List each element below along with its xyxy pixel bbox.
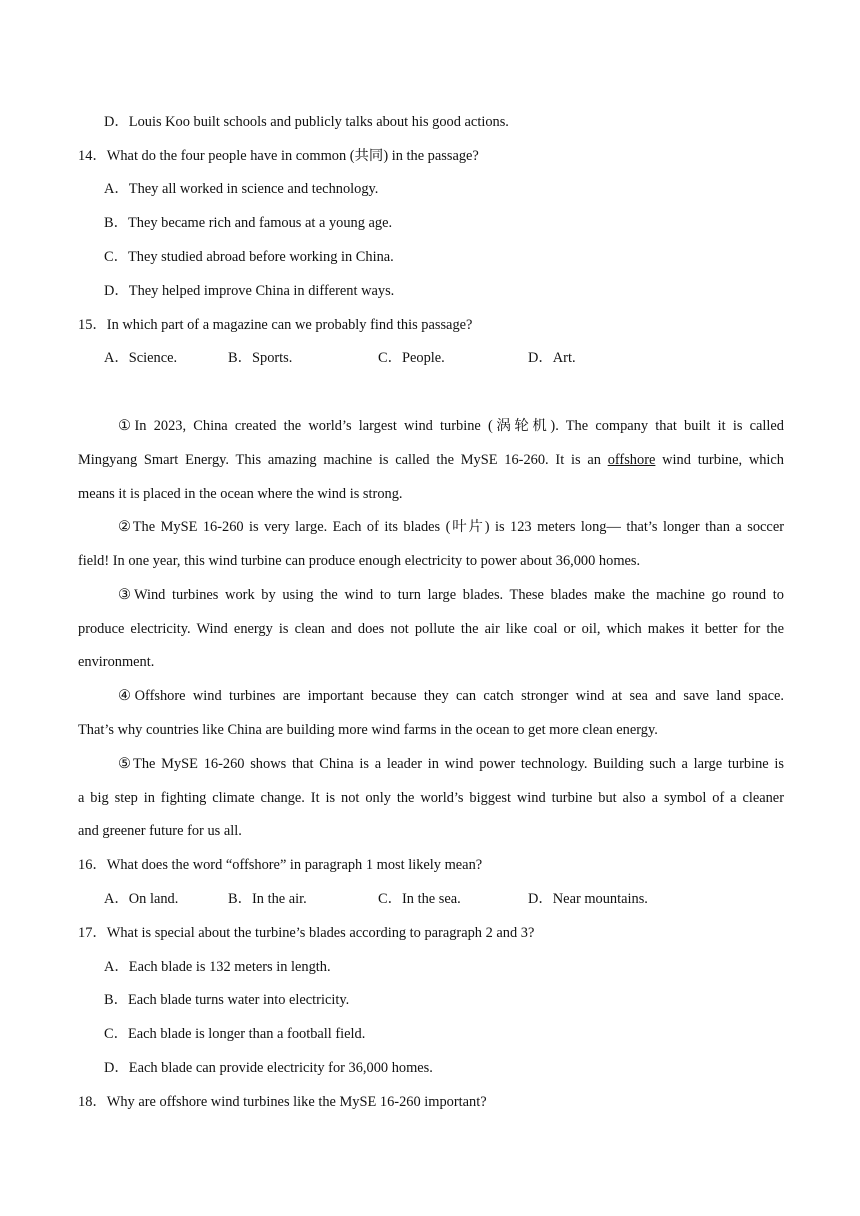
q15-option-c: C．People. — [378, 350, 445, 366]
passage-p1-line3: means it is placed in the ocean where the wind is strong. — [78, 486, 403, 502]
q17-option-a: A．Each blade is 132 meters in length. — [104, 959, 331, 975]
q16-options — [104, 889, 724, 909]
q14-option-d: D．They helped improve China in different ways. — [104, 283, 395, 299]
offshore-underlined-word: offshore — [607, 452, 656, 468]
q15-option-a: A．Science. — [104, 350, 178, 366]
passage-p5-line2: a big step in fighting climate change. It is not only the world’s biggest wind turbine but also a symbol of a cleaner — [78, 790, 784, 806]
q15-options — [104, 348, 724, 368]
passage-p1-line1: ①In 2023, China created the world’s largest wind turbine (涡轮机). The company that built it is called — [118, 418, 784, 434]
q14-stem: 14．What do the four people have in common (共同) in the passage? — [78, 148, 479, 164]
passage-p2-line1: ②The MySE 16-260 is very large. Each of its blades (叶片) is 123 meters long— that’s longer than a soccer — [118, 519, 784, 535]
passage-p1-line2 — [78, 450, 784, 470]
q18-stem: 18．Why are offshore wind turbines like the MySE 16-260 important? — [78, 1094, 487, 1110]
q15-option-b: B．Sports. — [228, 350, 293, 366]
passage-p3-line2: produce electricity. Wind energy is clean and does not pollute the air like coal or oil, which makes it better for the — [78, 621, 784, 637]
q13-option-d: D．Louis Koo built schools and publicly talks about his good actions. — [104, 114, 509, 130]
passage-p4-line1: ④Offshore wind turbines are important because they can catch stronger wind at sea and save land space. — [118, 688, 784, 704]
passage-p5-line3: and greener future for us all. — [78, 823, 242, 839]
passage-p3-line3: environment. — [78, 654, 155, 670]
passage-p1-line2-before: Mingyang Smart Energy. This amazing machine is called the MySE 16-260. It is an — [78, 452, 608, 468]
passage-p5-line1: ⑤The MySE 16-260 shows that China is a leader in wind power technology. Building such a large turbine is — [118, 756, 784, 772]
q14-option-b: B．They became rich and famous at a young age. — [104, 215, 393, 231]
q15-option-d: D．Art. — [528, 350, 576, 366]
passage-p3-line1: ③Wind turbines work by using the wind to turn large blades. These blades make the machine go round to — [118, 587, 784, 603]
q16-option-d: D．Near mountains. — [528, 891, 648, 907]
q16-option-a: A．On land. — [104, 891, 179, 907]
q14-option-c: C．They studied abroad before working in China. — [104, 249, 394, 265]
q17-stem: 17．What is special about the turbine’s blades according to paragraph 2 and 3? — [78, 925, 535, 941]
q15-stem: 15．In which part of a magazine can we probably find this passage? — [78, 317, 473, 333]
q16-option-b: B．In the air. — [228, 891, 307, 907]
q17-option-b: B．Each blade turns water into electricity. — [104, 992, 350, 1008]
q14-option-a: A．They all worked in science and technology. — [104, 181, 379, 197]
passage-p4-line2: That’s why countries like China are building more wind farms in the ocean to get more clean energy. — [78, 722, 658, 738]
q17-option-d: D．Each blade can provide electricity for 36,000 homes. — [104, 1060, 433, 1076]
q16-option-c: C．In the sea. — [378, 891, 461, 907]
q16-stem: 16．What does the word “offshore” in paragraph 1 most likely mean? — [78, 857, 483, 873]
passage-p1-line2-after: wind turbine, which — [655, 452, 784, 468]
q17-option-c: C．Each blade is longer than a football field. — [104, 1026, 366, 1042]
passage-p2-line2: field! In one year, this wind turbine can produce enough electricity to power about 36,000 homes. — [78, 553, 641, 569]
